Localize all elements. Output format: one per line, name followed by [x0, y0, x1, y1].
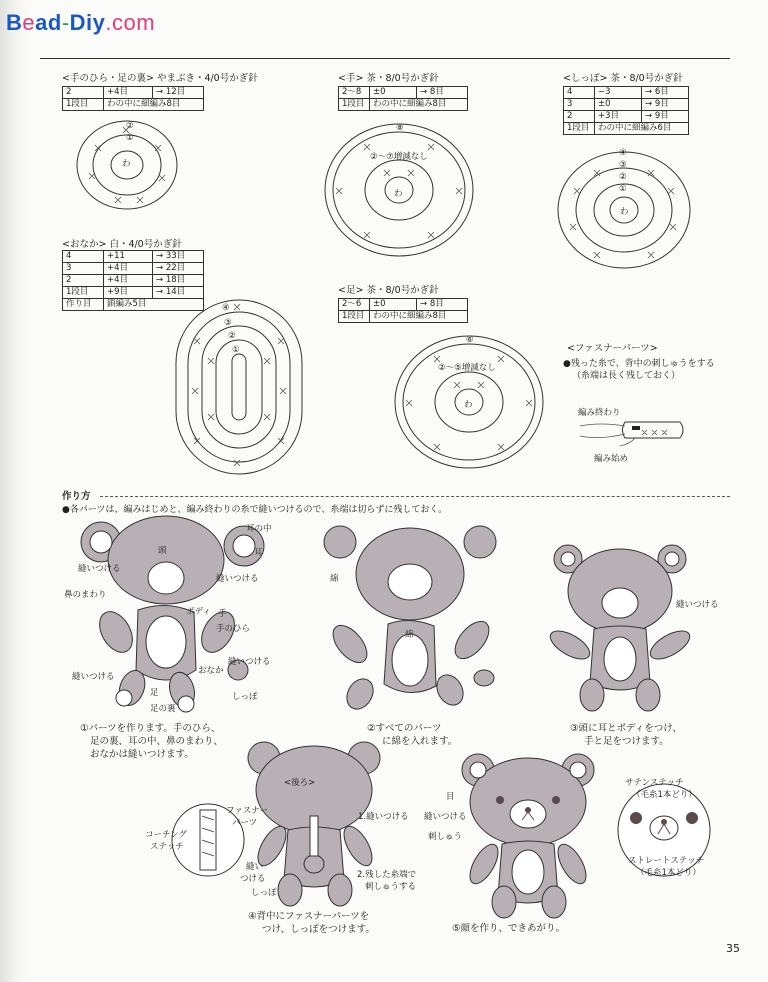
tail-mark-2: ②	[619, 172, 627, 182]
fig4-label-embroider: 2.残した糸端で	[357, 870, 417, 880]
fig5-label-satin: サテンステッチ	[625, 778, 684, 788]
foot-mark-6: ⑥	[466, 335, 474, 345]
fig1-label-leg: 足	[150, 688, 159, 698]
fig1-label-sew1: 縫いつける	[78, 564, 121, 574]
zipper-note-2: （糸端は長く残しておく）	[572, 371, 681, 381]
foot-mark-2-5: ②～⑤増減なし	[438, 363, 496, 373]
howto-title: 作り方	[62, 491, 91, 502]
fig4-label-zipper: ファスナー	[226, 806, 269, 816]
fig2-label-cotton2: 綿	[405, 630, 414, 640]
tail-mark-1: ①	[619, 184, 627, 194]
fig4-label-tail: しっぽ	[251, 888, 277, 898]
fig4-caption-1: ④背中にファスナーパーツを	[248, 911, 370, 922]
table-row: 1段目 わの中に細編み6目	[564, 123, 689, 135]
fig1-label-ear: 耳	[254, 548, 263, 558]
paw-center: わ	[122, 159, 131, 169]
fig2-caption-1: ②すべてのパーツ	[367, 723, 442, 734]
table-row: 1段目 わの中に細編み8目	[339, 311, 468, 323]
table-row: 1段目 わの中に細編み8目	[339, 99, 468, 111]
fig1-caption-1: ①パーツを作ります。手のひら、	[80, 723, 221, 734]
zipper-note-1: ●残った糸で、背中の刺しゅうをする	[563, 359, 715, 369]
section-title-zipper: <ファスナーパーツ>	[567, 343, 658, 354]
fig1-label-muzzle: 鼻のまわり	[64, 590, 107, 600]
fig4-label-sew2: 縫い	[246, 862, 264, 872]
howto-intro: ●各パーツは、編みはじめと、編み終わりの糸で縫いつけるので、糸端は切らずに残しておく。	[62, 505, 448, 515]
belly-mark-4: ④	[222, 303, 230, 313]
fig5-finished-drawing	[460, 752, 610, 922]
fig1-label-sew3: 縫いつける	[228, 657, 271, 667]
zipper-part-drawing	[580, 416, 690, 456]
table-row: 2～8 ±0 → 8目	[339, 87, 468, 99]
fig1-label-ear-inner: 耳の中	[246, 524, 272, 534]
fig1-label-belly: おなか	[198, 666, 224, 676]
table-row: 作り目 鎖編み5目	[63, 299, 204, 311]
table-row: 1段目 +9目 → 14目	[63, 287, 204, 299]
belly-mark-1: ①	[232, 345, 240, 355]
fig1-caption-2: 足の裏、耳の中、鼻のまわり、	[90, 736, 224, 747]
fig4-caption-2: つけ、しっぽをつけます。	[262, 924, 375, 935]
fig4-label-couching: コーチング	[145, 830, 187, 840]
fig1-label-sole: 足の裏	[150, 704, 176, 714]
table-row: 2 +4目 → 12目	[63, 87, 204, 99]
fig5-label-satin2: （毛糸1本どり）	[632, 790, 697, 800]
fig1-label-body: ボディ	[186, 607, 211, 617]
table-row: 4 +11 → 33目	[63, 251, 204, 263]
page-number: 35	[726, 942, 740, 955]
fig5-caption: ⑤顔を作り、できあがり。	[452, 923, 566, 934]
section-title-paw: <手のひら・足の裏> やまぶき・4/0号かぎ針	[62, 73, 258, 84]
fig3-label-sew: 縫いつける	[676, 600, 719, 610]
table-tail	[563, 86, 689, 135]
fig5-label-straight2: （毛糸1本どり）	[636, 868, 701, 878]
fig1-label-sew4: 縫いつける	[72, 672, 115, 682]
fig1-label-head: 頭	[158, 546, 167, 556]
fig1-label-sew2: 縫いつける	[216, 574, 259, 584]
tail-mark-4: ④	[619, 148, 627, 158]
fig5-label-eye: 目	[446, 792, 455, 802]
hand-mark-2-7: ②～⑦増減なし	[370, 152, 428, 162]
fig2-stuffing-drawing	[322, 524, 502, 714]
tail-center: わ	[620, 207, 629, 217]
section-title-tail: <しっぽ> 茶・8/0号かぎ針	[563, 73, 683, 84]
fig5-label-sew: 縫いつける	[424, 812, 467, 822]
page-binding-shadow	[0, 0, 30, 982]
table-row: 2～6 ±0 → 8目	[339, 299, 468, 311]
table-row: 2 +4目 → 18目	[63, 275, 204, 287]
fig5-label-embroidery: 刺しゅう	[428, 832, 463, 842]
table-row: 2 +3目 → 9目	[564, 111, 689, 123]
belly-mark-2: ②	[228, 331, 236, 341]
section-title-hand: <手> 茶・8/0号かぎ針	[338, 73, 439, 84]
hand-center: わ	[394, 189, 403, 199]
table-row: 4 −3 → 6目	[564, 87, 689, 99]
fig4-label-embroider2: 刺しゅうする	[365, 882, 417, 892]
foot-center: わ	[464, 400, 473, 410]
section-title-foot: <足> 茶・8/0号かぎ針	[338, 285, 439, 296]
fig3-assembled-drawing	[546, 545, 696, 715]
fig4-label-sew2b: つける	[240, 874, 266, 884]
fig4-label-sew1: 1.縫いつける	[358, 812, 409, 822]
table-foot	[338, 298, 468, 323]
table-row: 3 +4目 → 22目	[63, 263, 204, 275]
fig1-caption-3: おなかは縫いつけます。	[90, 749, 194, 760]
table-row: 1段目 わの中に細編み8目	[63, 99, 204, 111]
section-title-belly: <おなか> 白・4/0号かぎ針	[62, 239, 182, 250]
belly-chart	[174, 298, 304, 478]
table-row: 3 ±0 → 9目	[564, 99, 689, 111]
paw-mark-1: ①	[126, 133, 134, 143]
tail-mark-3: ③	[619, 160, 627, 170]
fig3-caption-1: ③頭に耳とボディをつけ、	[570, 723, 682, 734]
fig2-caption-2: に綿を入れます。	[382, 736, 458, 747]
zipper-start-label: 編み始め	[594, 454, 629, 464]
table-paw	[62, 86, 204, 111]
fig3-caption-2: 手と足をつけます。	[584, 736, 669, 747]
site-logo: Bead-Diy.com	[6, 10, 156, 35]
hand-mark-8: ⑧	[396, 123, 404, 133]
paw-mark-2: ②	[126, 121, 134, 131]
howto-rule	[100, 496, 730, 497]
table-hand	[338, 86, 468, 111]
fig1-label-tail: しっぽ	[232, 692, 258, 702]
fig4-label-back: <後ろ>	[284, 778, 316, 788]
fig1-label-palm: 手のひら	[216, 624, 251, 634]
fig2-label-cotton1: 綿	[330, 574, 339, 584]
fig4-label-couching2: ステッチ	[150, 842, 184, 852]
header-rule	[40, 58, 730, 59]
zipper-end-label: 編み終わり	[578, 408, 621, 418]
belly-mark-3: ③	[224, 318, 232, 328]
fig4-label-zipper2: パーツ	[232, 818, 258, 828]
fig1-label-hand: 手	[218, 609, 227, 619]
fig5-label-straight: ストレートステッチ	[628, 856, 705, 866]
